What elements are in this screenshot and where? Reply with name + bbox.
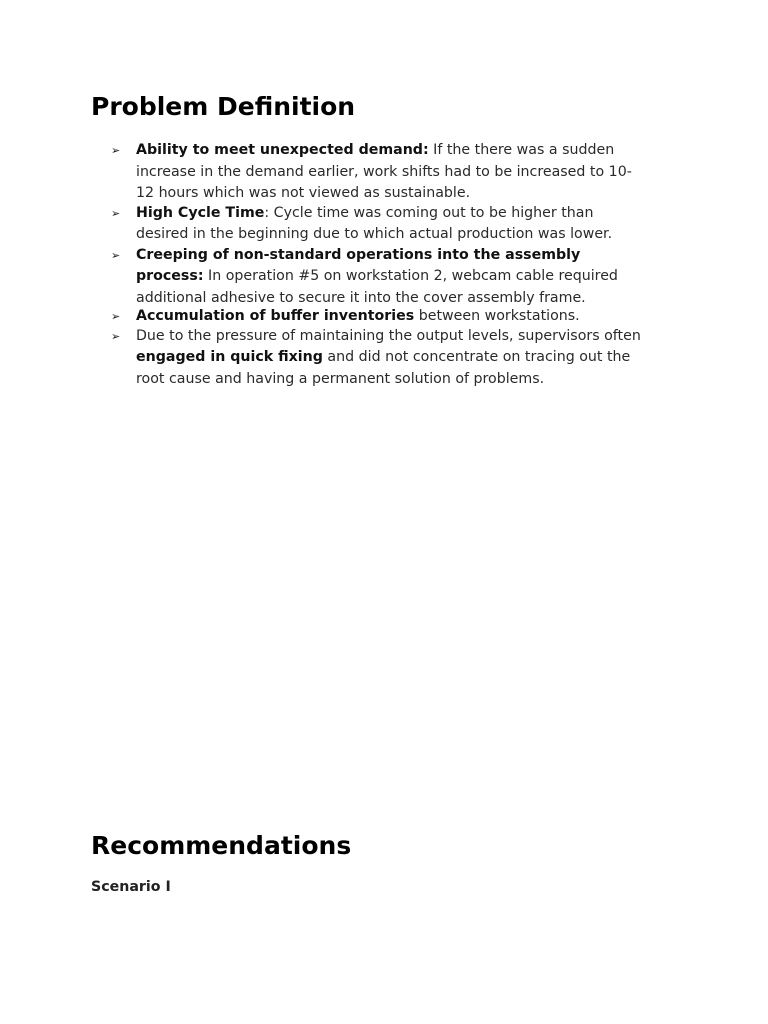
scenario-subheading: Scenario I: [91, 879, 171, 895]
problem-item-line: [136, 306, 681, 328]
problem-item-title: engaged in quick fixing: [136, 349, 323, 365]
arrow-bullet-icon: ➢: [111, 144, 121, 157]
problem-item-text: additional adhesive to secure it into the cover assembly frame.: [136, 289, 586, 306]
problem-item-title: process:: [136, 268, 204, 284]
problem-item-line: [136, 347, 681, 369]
arrow-bullet-icon: ➢: [111, 248, 121, 262]
problem-item-text: 12 hours which was not viewed as sustainable.: [136, 185, 471, 201]
problem-item-text: and did not concentrate on tracing out the: [322, 349, 631, 365]
problem-item-text: root cause and having a permanent solution of problems.: [136, 370, 545, 387]
problem-item-quick-fixing: [111, 326, 681, 391]
problem-item-text: desired in the beginning due to which actual production was lower.: [136, 226, 613, 242]
problem-item-cycle-time: [111, 203, 681, 246]
problem-item-text: In operation #5 on workstation 2, webcam cable required: [203, 268, 618, 284]
problem-item-line: [136, 140, 681, 162]
problem-item-text: If the there was a sudden: [428, 142, 615, 158]
arrow-bullet-icon: ➢: [111, 206, 121, 220]
problem-item-non-standard-ops: [111, 245, 681, 310]
problem-list: [111, 140, 681, 390]
problem-item-line: [136, 245, 681, 267]
problem-item-title: Ability to meet unexpected demand:: [136, 142, 429, 158]
recommendations-heading: Recommendations: [91, 831, 352, 860]
problem-item-buffer-inventories: [111, 306, 681, 328]
problem-item-text: : Cycle time was coming out to be higher than: [264, 204, 594, 221]
problem-item-text: between workstations.: [414, 308, 580, 324]
problem-definition-heading: Problem Definition: [91, 92, 356, 121]
problem-item-text: increase in the demand earlier, work shifts had to be increased to 10-: [136, 163, 632, 180]
arrow-bullet-icon: ➢: [111, 329, 121, 343]
problem-item-demand: [111, 140, 681, 205]
problem-item-title: High Cycle Time: [136, 204, 265, 221]
arrow-bullet-icon: ➢: [111, 310, 121, 323]
problem-item-line: [136, 266, 681, 288]
problem-item-text: Due to the pressure of maintaining the output levels, supervisors often: [136, 327, 641, 344]
problem-item-line: [136, 203, 681, 225]
problem-item-title: Accumulation of buffer inventories: [136, 308, 415, 324]
problem-item-title: Creeping of non-standard operations into the assembly: [136, 246, 581, 263]
